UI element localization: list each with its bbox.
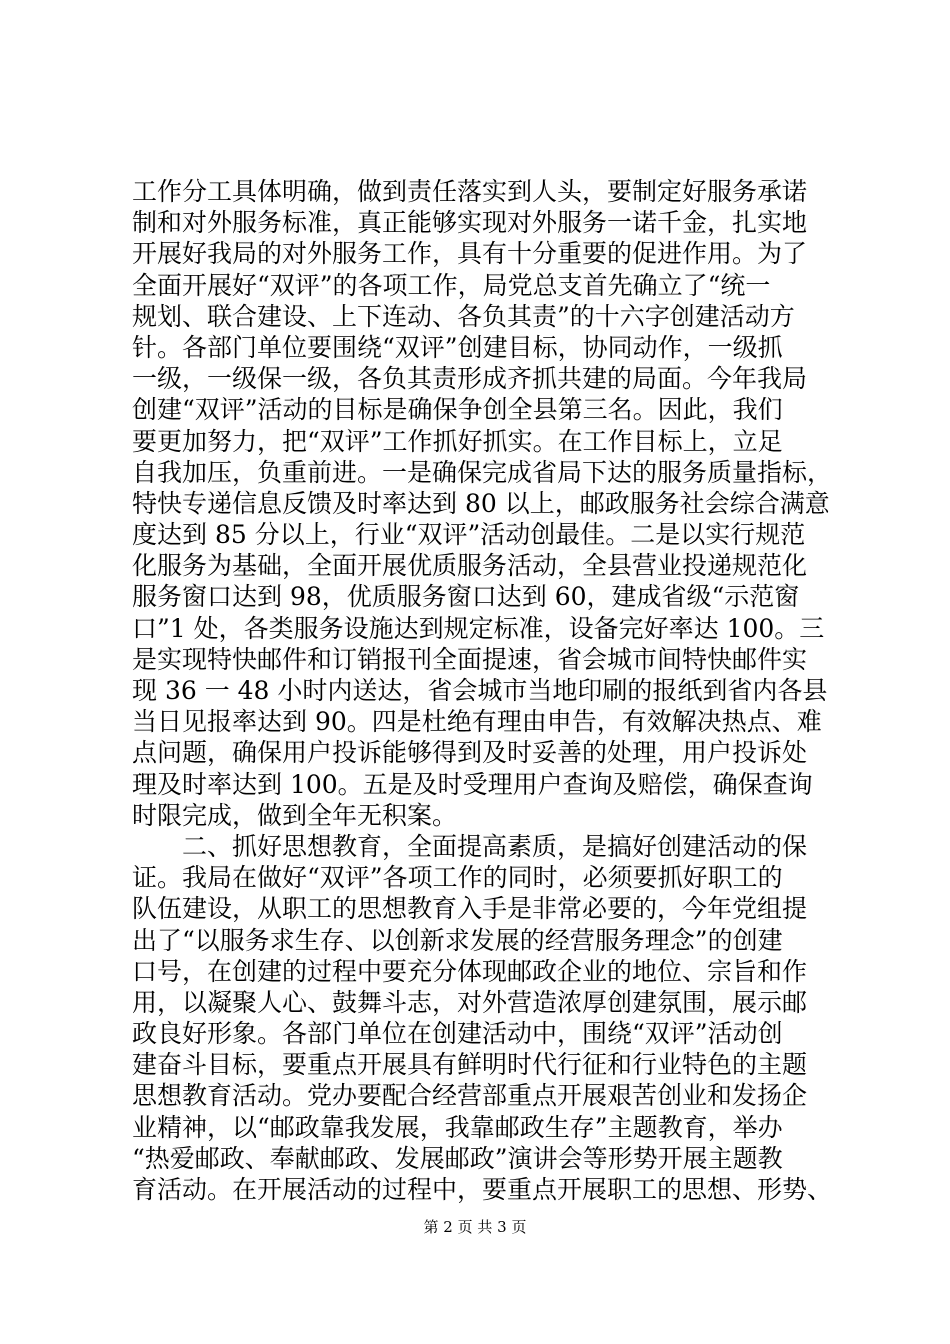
text-line: 口号，在创建的过程中要充分体现邮政企业的地位、宗旨和作 [132, 956, 808, 986]
text-line: 制和对外服务标准，真正能够实现对外服务一诺千金，扎实地 [132, 208, 808, 238]
text-line: 要更加努力，把“双评”工作抓好抓实。在工作目标上，立足 [132, 426, 783, 456]
text-line: 育活动。在开展活动的过程中，要重点开展职工的思想、形势、 [132, 1175, 833, 1204]
text-line: 当日见报率达到 90。四是杜绝有理由申告，有效解决热点、难 [132, 707, 822, 737]
document-body [132, 176, 832, 1205]
text-line: 一级，一级保一级，各负其责形成齐抓共建的局面。今年我局 [132, 364, 808, 394]
text-line: 是实现特快邮件和订销报刊全面提速，省会城市间特快邮件实 [132, 644, 808, 674]
text-line: 自我加压，负重前进。一是确保完成省局下达的服务质量指标， [132, 457, 833, 487]
text-line: 服务窗口达到 98，优质服务窗口达到 60，建成省级“示范窗 [132, 582, 800, 612]
text-line: 开展好我局的对外服务工作，具有十分重要的促进作用。为了 [132, 239, 808, 269]
text-line: 针。各部门单位要围绕“双评”创建目标，协同动作，一级抓 [132, 332, 783, 362]
text-line: 特快专递信息反馈及时率达到 80 以上，邮政服务社会综合满意 [132, 488, 830, 518]
text-line: “热爱邮政、奉献邮政、发展邮政”演讲会等形势开展主题教 [132, 1143, 783, 1173]
text-line: 现 36 一 48 小时内送达，省会城市当地印刷的报纸到省内各县 [132, 676, 828, 705]
text-line: 化服务为基础，全面开展优质服务活动，全县营业投递规范化 [132, 551, 808, 581]
text-line: 度达到 85 分以上，行业“双评”活动创最佳。二是以实行规范 [132, 520, 806, 550]
text-line: 用，以凝聚人心、鼓舞斗志，对外营造浓厚创建氛围，展示邮 [132, 987, 808, 1017]
text-line: 建奋斗目标，要重点开展具有鲜明时代行征和行业特色的主题 [132, 1050, 808, 1080]
text-line: 队伍建设，从职工的思想教育入手是非常必要的，今年党组提 [132, 894, 808, 924]
text-line: 时限完成，做到全年无积案。 [132, 800, 458, 830]
text-line: 二、抓好思想教育，全面提高素质，是搞好创建活动的保 [132, 831, 808, 861]
text-line: 创建“双评”活动的目标是确保争创全县第三名。因此，我们 [132, 395, 783, 425]
text-line: 点问题，确保用户投诉能够得到及时妥善的处理，用户投诉处 [132, 738, 808, 768]
text-line: 工作分工具体明确，做到责任落实到人头，要制定好服务承诺 [132, 177, 808, 206]
text-line: 证。我局在做好“双评”各项工作的同时，必须要抓好职工的 [132, 863, 783, 893]
text-line: 出了“以服务求生存、以创新求发展的经营服务理念”的创建 [132, 925, 783, 955]
text-line: 理及时率达到 100。五是及时受理用户查询及赔偿，确保查询 [132, 769, 813, 799]
page-footer: 第 2 页 共 3 页 [423, 1218, 527, 1236]
text-line: 政良好形象。各部门单位在创建活动中，围绕“双评”活动创 [132, 1019, 783, 1049]
text-line: 思想教育活动。党办要配合经营部重点开展艰苦创业和发扬企 [132, 1081, 808, 1111]
text-line: 规划、联合建设、上下连动、各负其责”的十六字创建活动方 [132, 301, 795, 331]
text-line: 口”1 处，各类服务设施达到规定标准，设备完好率达 100。三 [132, 613, 825, 643]
text-line: 业精神，以“邮政靠我发展，我靠邮政生存”主题教育，举办 [132, 1112, 783, 1142]
text-line: 全面开展好“双评”的各项工作，局党总支首先确立了“统一 [132, 270, 771, 300]
